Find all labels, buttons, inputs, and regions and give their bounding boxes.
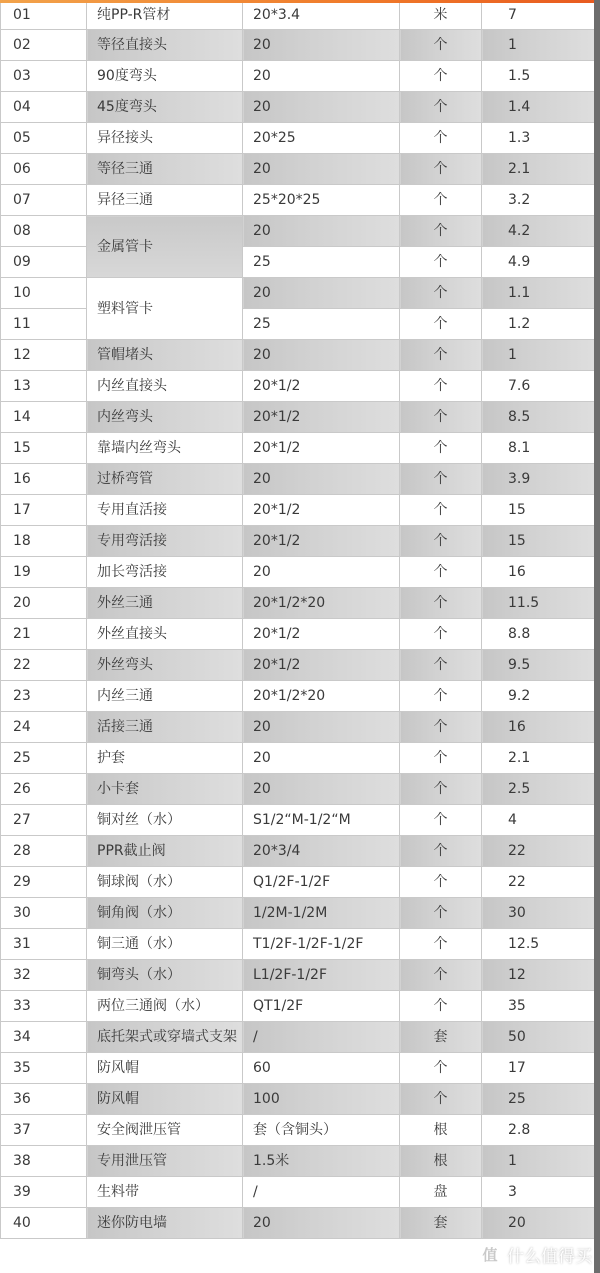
item-price: 1 [482,1146,595,1177]
item-price: 3.9 [482,464,595,495]
row-number: 05 [1,123,87,154]
table-row [1,123,595,154]
item-name: PPR截止阀 [87,836,243,867]
item-spec: 20*1/2*20 [243,681,400,712]
item-price: 9.5 [482,650,595,681]
item-unit: 个 [400,92,482,123]
item-unit: 个 [400,371,482,402]
row-number: 26 [1,774,87,805]
item-spec: 20 [243,557,400,588]
row-number: 31 [1,929,87,960]
item-price: 25 [482,1084,595,1115]
table-row [1,929,595,960]
item-price: 9.2 [482,681,595,712]
item-name: 等径直接头 [87,30,243,61]
item-unit: 个 [400,309,482,340]
item-name: 专用直活接 [87,495,243,526]
row-number: 40 [1,1208,87,1239]
row-number: 23 [1,681,87,712]
table-row [1,30,595,61]
item-unit: 个 [400,185,482,216]
item-name: 生料带 [87,1177,243,1208]
item-unit: 个 [400,1053,482,1084]
item-unit: 个 [400,681,482,712]
item-unit: 个 [400,1084,482,1115]
row-number: 37 [1,1115,87,1146]
item-price: 2.5 [482,774,595,805]
item-spec: 20*1/2 [243,371,400,402]
item-price: 20 [482,1208,595,1239]
right-edge-strip [594,0,600,1273]
table-row [1,61,595,92]
item-name: 靠墙内丝弯头 [87,433,243,464]
item-name: 两位三通阀（水） [87,991,243,1022]
row-number: 25 [1,743,87,774]
row-number: 32 [1,960,87,991]
table-row [1,557,595,588]
item-name: 专用弯活接 [87,526,243,557]
item-spec: 20*1/2 [243,619,400,650]
row-number: 36 [1,1084,87,1115]
item-unit: 个 [400,402,482,433]
item-name: 纯PP-R管材 [87,1,243,30]
item-price: 2.1 [482,154,595,185]
item-unit: 个 [400,867,482,898]
watermark-text: 什么值得买 [507,1247,592,1267]
item-spec: 100 [243,1084,400,1115]
row-number: 20 [1,588,87,619]
item-unit: 个 [400,650,482,681]
row-number: 09 [1,247,87,278]
item-spec: 20 [243,774,400,805]
item-name: 活接三通 [87,712,243,743]
item-spec: 60 [243,1053,400,1084]
item-name: 管帽堵头 [87,340,243,371]
item-price: 22 [482,836,595,867]
item-price: 2.8 [482,1115,595,1146]
table-row [1,867,595,898]
item-unit: 个 [400,247,482,278]
item-unit: 个 [400,61,482,92]
item-price: 12 [482,960,595,991]
item-spec: 20*25 [243,123,400,154]
item-name: 内丝直接头 [87,371,243,402]
item-unit: 个 [400,619,482,650]
item-price: 16 [482,712,595,743]
item-spec: 20 [243,1208,400,1239]
row-number: 03 [1,61,87,92]
item-spec: 20*1/2 [243,402,400,433]
item-name: 加长弯活接 [87,557,243,588]
item-price: 15 [482,526,595,557]
item-price: 35 [482,991,595,1022]
row-number: 14 [1,402,87,433]
table-row [1,154,595,185]
item-name: 内丝弯头 [87,402,243,433]
item-unit: 个 [400,30,482,61]
item-spec: 20 [243,464,400,495]
row-number: 07 [1,185,87,216]
row-number: 13 [1,371,87,402]
table-row [1,433,595,464]
item-price: 12.5 [482,929,595,960]
item-spec: 20 [243,92,400,123]
item-unit: 个 [400,898,482,929]
item-price: 4.9 [482,247,595,278]
table-row [1,340,595,371]
row-number: 39 [1,1177,87,1208]
item-price: 22 [482,867,595,898]
item-spec: 20*1/2 [243,650,400,681]
item-spec: 25*20*25 [243,185,400,216]
row-number: 28 [1,836,87,867]
table-row [1,743,595,774]
row-number: 02 [1,30,87,61]
table-row [1,216,595,247]
item-unit: 个 [400,836,482,867]
item-name: 90度弯头 [87,61,243,92]
item-name: 铜弯头（水） [87,960,243,991]
item-spec: 20 [243,712,400,743]
row-number: 19 [1,557,87,588]
item-price: 1.3 [482,123,595,154]
table-row [1,712,595,743]
table-row [1,464,595,495]
row-number: 01 [1,1,87,30]
item-spec: 20 [243,61,400,92]
table-row [1,1115,595,1146]
item-price: 8.8 [482,619,595,650]
item-name: 专用泄压管 [87,1146,243,1177]
row-number: 15 [1,433,87,464]
table-row [1,774,595,805]
row-number: 21 [1,619,87,650]
item-price: 1.1 [482,278,595,309]
item-name: 外丝直接头 [87,619,243,650]
table-row [1,1022,595,1053]
item-spec: 套（含铜头） [243,1115,400,1146]
row-number: 27 [1,805,87,836]
item-name: 防风帽 [87,1053,243,1084]
item-unit: 个 [400,123,482,154]
item-unit: 个 [400,991,482,1022]
item-name: 异径三通 [87,185,243,216]
watermark-logo: 值 [479,1244,501,1266]
item-name: 铜角阀（水） [87,898,243,929]
item-price: 8.1 [482,433,595,464]
table-row [1,681,595,712]
item-name: 塑料管卡 [87,278,243,340]
item-price: 30 [482,898,595,929]
row-number: 08 [1,216,87,247]
item-price: 4 [482,805,595,836]
item-unit: 根 [400,1115,482,1146]
item-price: 4.2 [482,216,595,247]
table-row [1,92,595,123]
item-price: 15 [482,495,595,526]
item-spec: 20 [243,30,400,61]
top-accent-strip [0,0,600,3]
item-price: 11.5 [482,588,595,619]
item-name: 防风帽 [87,1084,243,1115]
item-spec: 25 [243,309,400,340]
item-name: 异径接头 [87,123,243,154]
item-unit: 个 [400,774,482,805]
item-name: 过桥弯管 [87,464,243,495]
row-number: 34 [1,1022,87,1053]
item-spec: 20 [243,216,400,247]
watermark [479,1242,592,1267]
item-name: 等径三通 [87,154,243,185]
row-number: 18 [1,526,87,557]
item-name: 铜三通（水） [87,929,243,960]
row-number: 22 [1,650,87,681]
item-name: 外丝弯头 [87,650,243,681]
row-number: 35 [1,1053,87,1084]
item-spec: S1/2“M-1/2“M [243,805,400,836]
item-name: 内丝三通 [87,681,243,712]
row-number: 17 [1,495,87,526]
item-spec: 20 [243,154,400,185]
item-spec: T1/2F-1/2F-1/2F [243,929,400,960]
table-row [1,278,595,309]
item-price: 8.5 [482,402,595,433]
item-price: 1 [482,30,595,61]
item-name: 迷你防电墙 [87,1208,243,1239]
item-unit: 个 [400,464,482,495]
item-unit: 套 [400,1208,482,1239]
table-row [1,960,595,991]
item-price: 3.2 [482,185,595,216]
row-number: 10 [1,278,87,309]
item-unit: 个 [400,278,482,309]
item-name: 小卡套 [87,774,243,805]
item-name: 安全阀泄压管 [87,1115,243,1146]
item-unit: 个 [400,526,482,557]
row-number: 29 [1,867,87,898]
item-spec: 1/2M-1/2M [243,898,400,929]
item-unit: 个 [400,495,482,526]
table-row [1,588,595,619]
item-name: 铜球阀（水） [87,867,243,898]
row-number: 16 [1,464,87,495]
item-price: 1 [482,340,595,371]
item-price: 1.5 [482,61,595,92]
item-unit: 根 [400,1146,482,1177]
row-number: 24 [1,712,87,743]
item-spec: 20*1/2*20 [243,588,400,619]
table-row [1,650,595,681]
row-number: 38 [1,1146,87,1177]
item-price: 16 [482,557,595,588]
table-row [1,1177,595,1208]
item-unit: 个 [400,805,482,836]
table-row [1,836,595,867]
item-spec: / [243,1022,400,1053]
item-price: 7.6 [482,371,595,402]
item-name: 金属管卡 [87,216,243,278]
item-unit: 个 [400,340,482,371]
item-unit: 个 [400,557,482,588]
row-number: 04 [1,92,87,123]
item-unit: 米 [400,1,482,30]
item-unit: 个 [400,743,482,774]
table-row [1,1053,595,1084]
table-row [1,495,595,526]
table-row [1,1146,595,1177]
item-name: 45度弯头 [87,92,243,123]
item-unit: 个 [400,960,482,991]
item-spec: 20*3/4 [243,836,400,867]
item-spec: 20*1/2 [243,433,400,464]
price-table-body [1,1,595,1239]
table-row [1,1,595,30]
item-price: 1.4 [482,92,595,123]
table-row [1,526,595,557]
item-name: 外丝三通 [87,588,243,619]
row-number: 11 [1,309,87,340]
table-row [1,371,595,402]
item-spec: 1.5米 [243,1146,400,1177]
table-row [1,805,595,836]
item-unit: 个 [400,433,482,464]
item-price: 17 [482,1053,595,1084]
item-spec: 20*1/2 [243,526,400,557]
item-spec: 20*3.4 [243,1,400,30]
item-name: 底托架式或穿墙式支架 [87,1022,243,1053]
item-spec: 25 [243,247,400,278]
table-row [1,1208,595,1239]
item-spec: 20 [243,743,400,774]
table-row [1,619,595,650]
item-unit: 盘 [400,1177,482,1208]
item-price: 50 [482,1022,595,1053]
table-row [1,402,595,433]
row-number: 33 [1,991,87,1022]
item-unit: 个 [400,588,482,619]
item-spec: / [243,1177,400,1208]
item-spec: 20 [243,340,400,371]
table-row [1,898,595,929]
item-price: 1.2 [482,309,595,340]
item-unit: 套 [400,1022,482,1053]
row-number: 06 [1,154,87,185]
table-row [1,1084,595,1115]
item-unit: 个 [400,712,482,743]
item-price: 2.1 [482,743,595,774]
table-row [1,185,595,216]
item-unit: 个 [400,216,482,247]
item-spec: 20*1/2 [243,495,400,526]
item-unit: 个 [400,929,482,960]
item-price: 3 [482,1177,595,1208]
item-spec: L1/2F-1/2F [243,960,400,991]
table-row [1,991,595,1022]
item-name: 护套 [87,743,243,774]
item-unit: 个 [400,154,482,185]
item-spec: Q1/2F-1/2F [243,867,400,898]
item-spec: 20 [243,278,400,309]
item-spec: QT1/2F [243,991,400,1022]
item-price: 7 [482,1,595,30]
row-number: 12 [1,340,87,371]
row-number: 30 [1,898,87,929]
item-name: 铜对丝（水） [87,805,243,836]
